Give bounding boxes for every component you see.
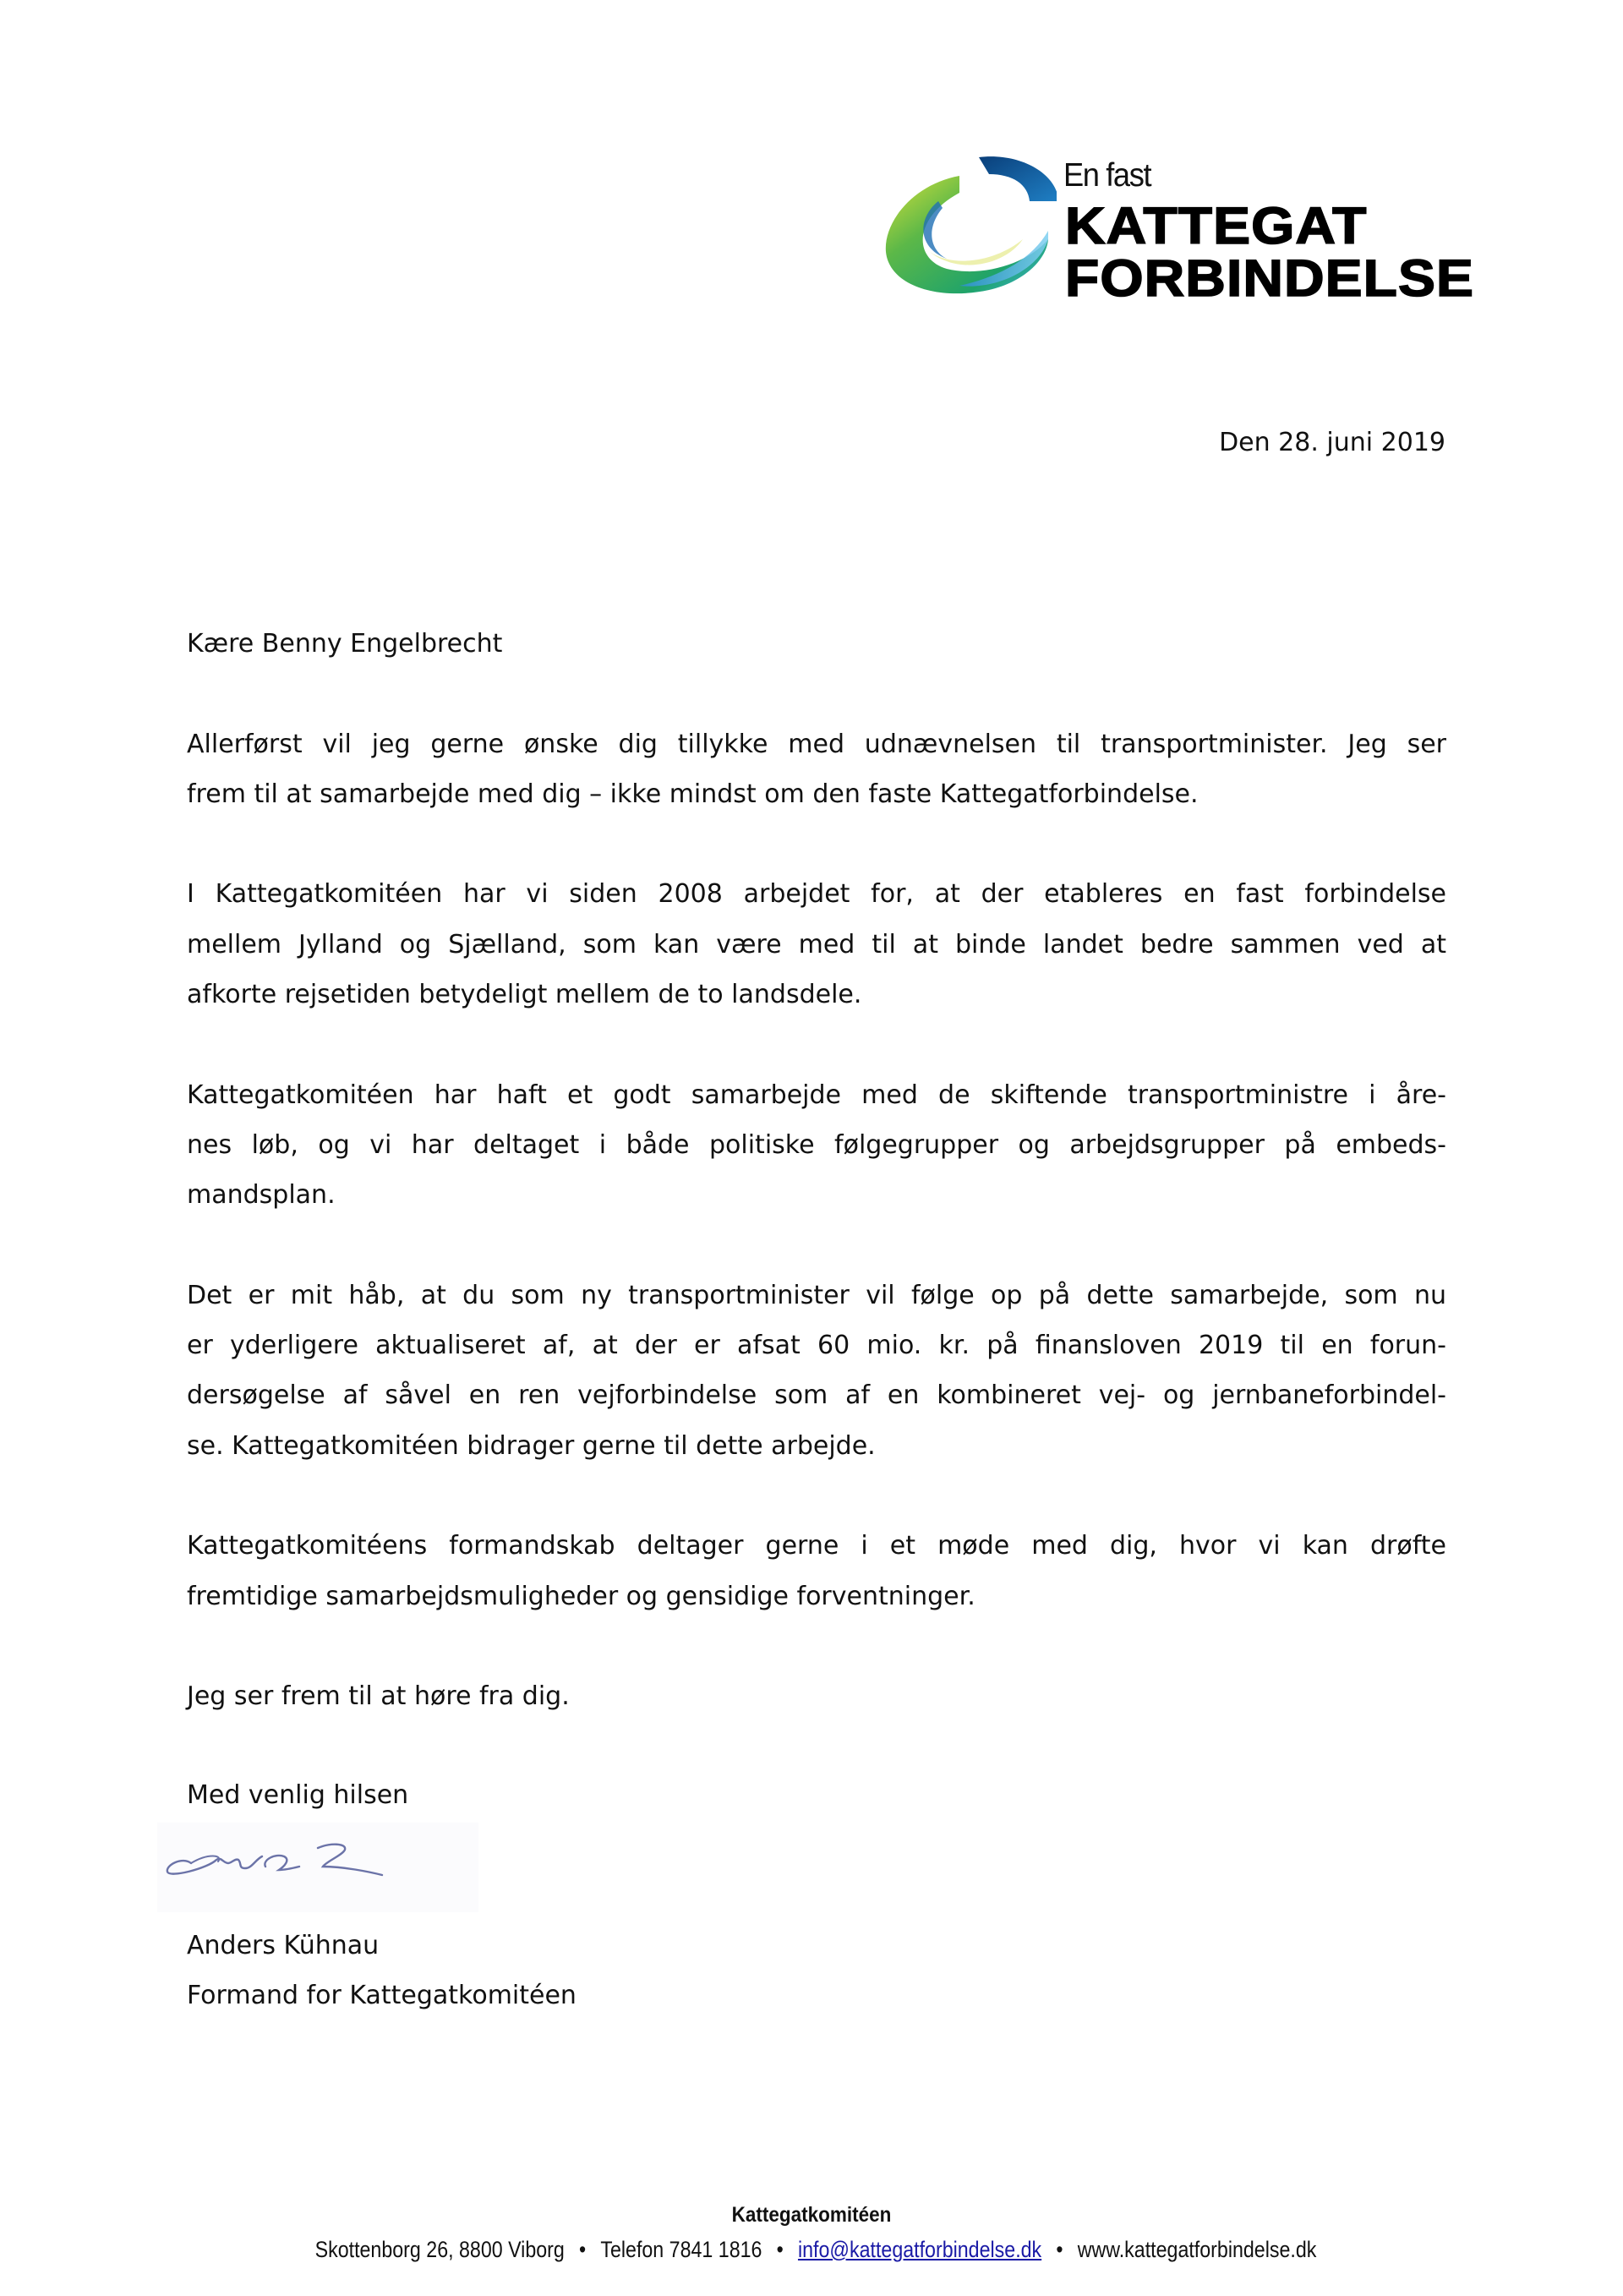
paragraph-line: Jeg ser frem til at høre fra dig. xyxy=(187,1681,570,1712)
paragraph-line: Allerførst vil jeg gerne ønske dig tillykke med udnævnelsen til transportminister. Jeg ser xyxy=(187,729,1446,759)
footer-separator: • xyxy=(776,2237,784,2262)
logo-swoosh-yellow xyxy=(930,239,1023,265)
paragraph-line: mellem Jylland og Sjælland, som kan være med til at binde landet bedre sammen ved at xyxy=(187,929,1446,959)
handwritten-signature-icon xyxy=(157,1823,478,1912)
footer-email-link[interactable]: info@kattegatforbindelse.dk xyxy=(797,2237,1042,2262)
paragraph-line: Kattegatkomitéen har haft et godt samarbejde med de skiftende transportministre i åre- xyxy=(187,1080,1446,1110)
letter-paragraph xyxy=(187,1070,1446,1221)
paragraph-line: I Kattegatkomitéen har vi siden 2008 arbejdet for, at der etableres en fast forbindelse xyxy=(187,879,1446,910)
footer-contact-line xyxy=(114,2237,1517,2263)
letter-paragraph xyxy=(187,1671,1446,1721)
signer-name: Anders Kühnau xyxy=(187,1931,380,1960)
paragraph-line: dersøgelse af såvel en ren vejforbindelse som af en kombineret vej- og jernbaneforbindel- xyxy=(187,1380,1446,1411)
closing: Med venlig hilsen xyxy=(187,1780,409,1810)
footer-separator: • xyxy=(1056,2237,1063,2262)
logo-title-kattegat: KATTEGAT xyxy=(1065,197,1368,254)
logo-tagline: En fast xyxy=(1063,157,1151,194)
logo-title-forbindelse: FORBINDELSE xyxy=(1065,249,1475,307)
kattegat-swoosh-logo-icon xyxy=(879,150,1057,303)
salutation: Kære Benny Engelbrecht xyxy=(187,629,503,659)
paragraph-line: frem til at samarbejde med dig – ikke mindst om den faste Kattegatforbindelse. xyxy=(187,779,1199,809)
paragraph-line: nes løb, og vi har deltaget i både politiske følgegrupper og arbejdsgrupper på embeds- xyxy=(187,1129,1446,1160)
footer-separator: • xyxy=(579,2237,587,2262)
paragraphs xyxy=(187,719,1446,1722)
paragraph-line: afkorte rejsetiden betydeligt mellem de to landsdele. xyxy=(187,980,862,1010)
letter-paragraph xyxy=(187,1521,1446,1621)
footer-phone: Telefon 7841 1816 xyxy=(600,2237,762,2262)
paragraph-line: Kattegatkomitéens formandskab deltager gerne i et møde med dig, hvor vi kan drøfte xyxy=(187,1531,1446,1561)
letter-paragraph xyxy=(187,719,1446,820)
letter-date: Den 28. juni 2019 xyxy=(1219,428,1445,457)
letter-paragraph xyxy=(187,869,1446,1020)
paragraph-line: se. Kattegatkomitéen bidrager gerne til dette arbejde. xyxy=(187,1430,876,1461)
letter-paragraph xyxy=(187,1271,1446,1471)
logo-swoosh-darkblue xyxy=(979,156,1057,201)
paragraph-line: fremtidige samarbejdsmuligheder og gensidige forventninger. xyxy=(187,1581,975,1611)
logo-swoosh-green xyxy=(886,176,1048,293)
footer-address: Skottenborg 26, 8800 Viborg xyxy=(314,2237,565,2262)
signature-box xyxy=(157,1823,478,1912)
footer-organization: Kattegatkomitéen xyxy=(731,2203,892,2227)
signer-title: Formand for Kattegatkomitéen xyxy=(187,1981,577,2010)
paragraph-line: Det er mit håb, at du som ny transportminister vil følge op på dette samarbejde, som nu xyxy=(187,1280,1446,1310)
letter-body xyxy=(187,619,1446,1722)
paragraph-line: er yderligere aktualiseret af, at der er afsat 60 mio. kr. på finansloven 2019 til en forun- xyxy=(187,1331,1446,1361)
footer-website: www.kattegatforbindelse.dk xyxy=(1077,2237,1317,2262)
paragraph-line: mandsplan. xyxy=(187,1180,336,1211)
